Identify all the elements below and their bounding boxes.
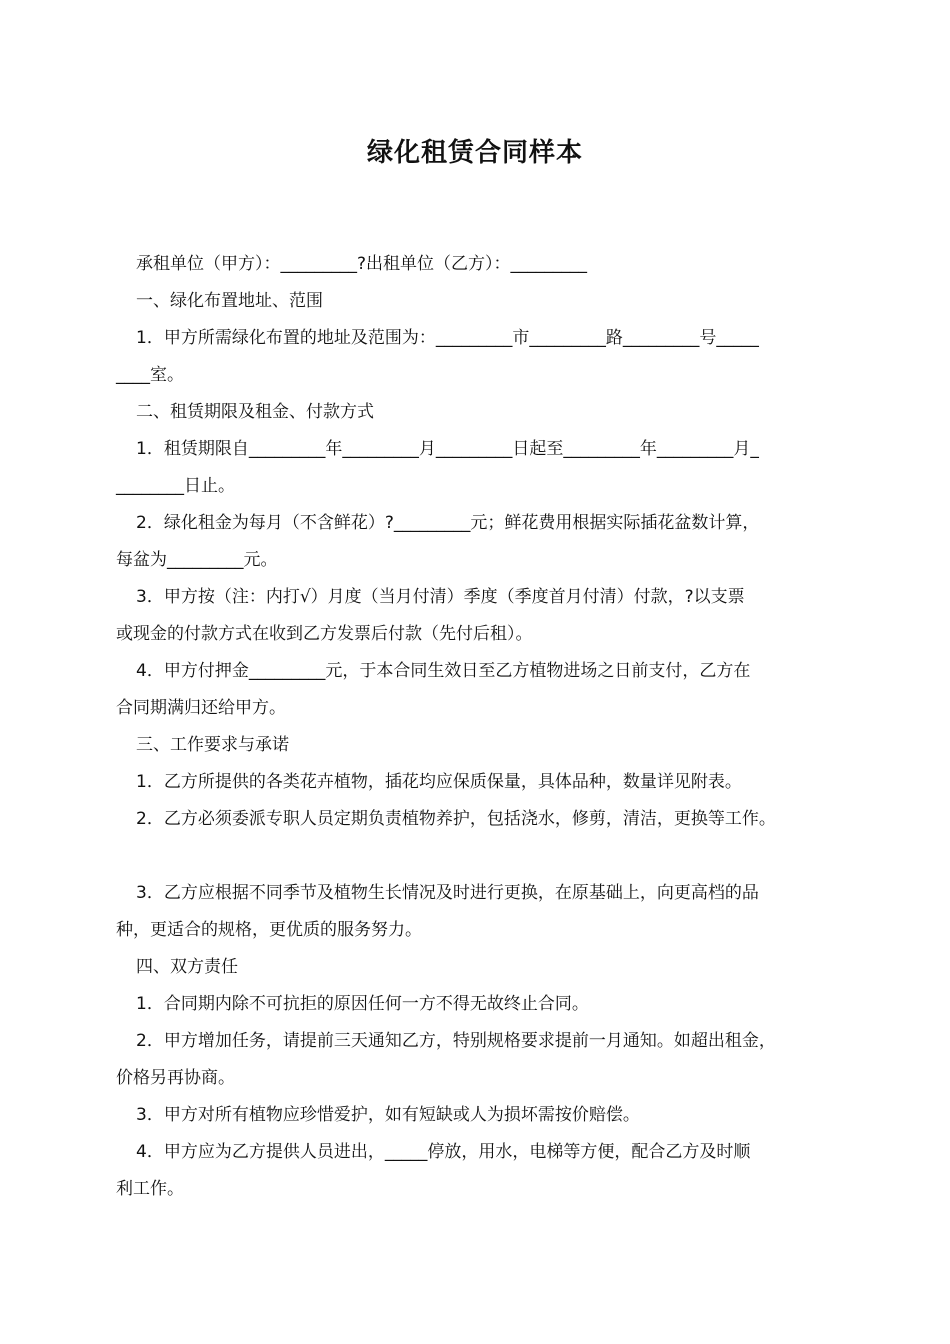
- section-heading-2: 二、租赁期限及租金、付款方式: [136, 402, 374, 422]
- clause-3-2: 2．乙方必须委派专职人员定期负责植物养护，包括浇水，修剪，清洁，更换等工作。: [136, 809, 776, 829]
- clause-3-3-cont: 种，更适合的规格，更优质的服务努力。: [116, 920, 422, 940]
- section-heading-4: 四、双方责任: [136, 957, 238, 977]
- blank-line: [116, 838, 846, 875]
- clause-2-2-cont: 每盆为_________元。: [116, 550, 278, 570]
- clause-1-1-cont: ____室。: [116, 365, 184, 385]
- clause-2-4-cont: 合同期满归还给甲方。: [116, 698, 286, 718]
- clause-2-2: 2．绿化租金为每月（不含鲜花）?_________元；鲜花费用根据实际插花盆数计算，: [136, 513, 760, 533]
- section-heading-1: 一、绿化布置地址、范围: [136, 291, 323, 311]
- clause-2-1: 1．租赁期限自_________年_________月_________日起至_________年_________月_: [136, 439, 759, 459]
- clause-4-4-cont: 利工作。: [116, 1179, 184, 1199]
- clause-3-3: 3．乙方应根据不同季节及植物生长情况及时进行更换，在原基础上，向更高档的品: [136, 883, 759, 903]
- clause-2-4: 4．甲方付押金_________元，于本合同生效日至乙方植物进场之日前支付，乙方在: [136, 661, 751, 681]
- clause-1-1: 1．甲方所需绿化布置的地址及范围为：_________市_________路_________号_____: [136, 328, 759, 348]
- clause-4-1: 1．合同期内除不可抗拒的原因任何一方不得无故终止合同。: [136, 994, 589, 1014]
- clause-4-2-cont: 价格另再协商。: [116, 1068, 235, 1088]
- clause-4-4: 4．甲方应为乙方提供人员进出，_____停放，用水，电梯等方便，配合乙方及时顺: [136, 1142, 751, 1162]
- clause-4-2: 2．甲方增加任务，请提前三天通知乙方，特别规格要求提前一月通知。如超出租金，: [136, 1031, 776, 1051]
- section-heading-3: 三、工作要求与承诺: [136, 735, 289, 755]
- document-body: [116, 246, 846, 1208]
- parties-line: 承租单位（甲方）：_________?出租单位（乙方）：_________: [136, 254, 588, 274]
- clause-4-3: 3．甲方对所有植物应珍惜爱护，如有短缺或人为损坏需按价赔偿。: [136, 1105, 640, 1125]
- document-title: 绿化租赁合同样本: [366, 138, 583, 168]
- clause-3-1: 1．乙方所提供的各类花卉植物，插花均应保质保量，具体品种，数量详见附表。: [136, 772, 742, 792]
- clause-2-3: 3．甲方按（注：内打√）月度（当月付清）季度（季度首月付清）付款，?以支票: [136, 587, 745, 607]
- clause-2-3-cont: 或现金的付款方式在收到乙方发票后付款（先付后租）。: [116, 624, 533, 644]
- clause-2-1-cont: ________日止。: [116, 476, 235, 496]
